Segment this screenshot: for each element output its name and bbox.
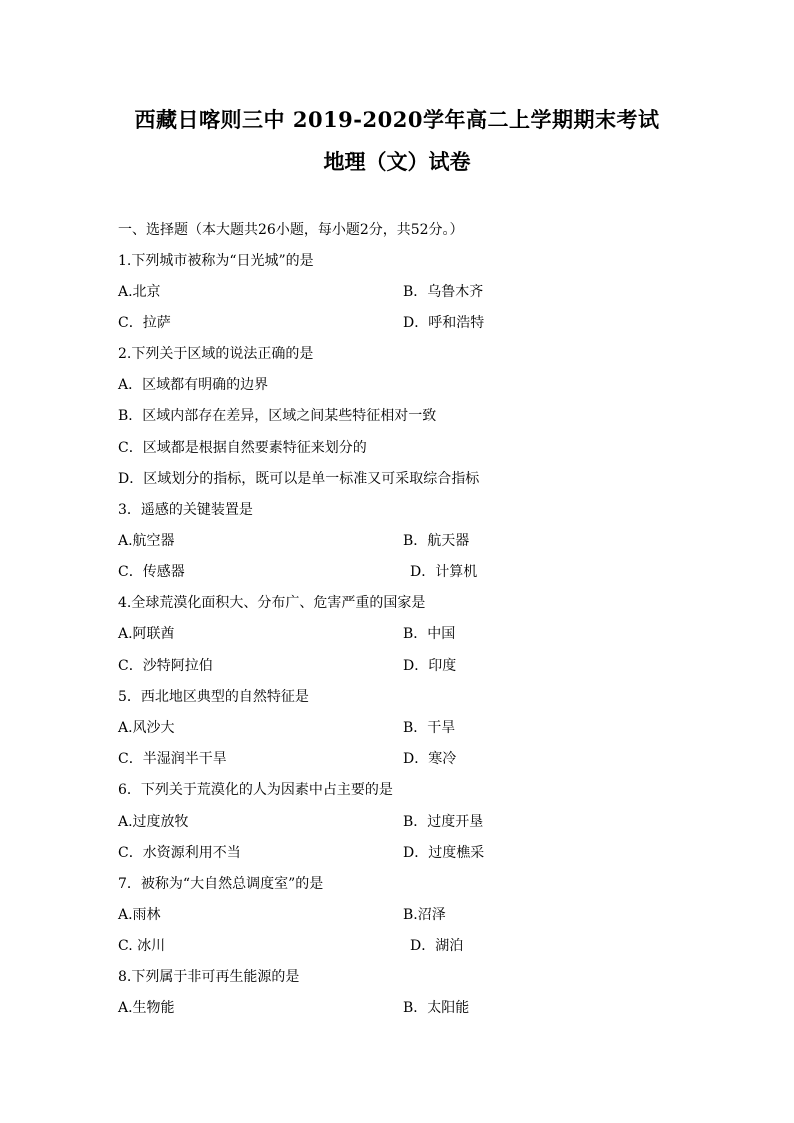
option-c: C．水资源利用不当 [118,845,241,861]
option-a: A.雨林 [118,907,161,923]
option-b: B．区域内部存在差异，区域之间某些特征相对一致 [118,408,437,424]
option-c: C．沙特阿拉伯 [118,658,213,674]
option-c: C．半湿润半干旱 [118,751,227,767]
option-b: B．乌鲁木齐 [403,284,484,300]
option-b: B．航天器 [403,533,470,549]
option-c: C．传感器 [118,564,185,580]
option-c: C．区域都是根据自然要素特征来划分的 [118,440,367,456]
option-b: B．中国 [403,626,456,642]
option-c: C．拉萨 [118,315,171,331]
question-stem: 1.下列城市被称为“日光城”的是 [118,253,314,269]
exam-title: 西藏日喀则三中 2019-2020学年高二上学期期末考试 [134,107,660,132]
exam-subtitle: 地理（文）试卷 [323,149,471,174]
option-a: A.风沙大 [118,720,175,736]
option-a: A.航空器 [118,533,175,549]
question-stem: 5．西北地区典型的自然特征是 [118,689,309,705]
question-stem: 2.下列关于区域的说法正确的是 [118,346,314,362]
option-b: B.沼泽 [403,907,446,923]
question-stem: 8.下列属于非可再生能源的是 [118,969,300,985]
option-a: A.阿联酋 [118,626,175,642]
option-d: D．呼和浩特 [403,315,485,331]
option-d: D．湖泊 [410,938,464,954]
question-stem: 3．遥感的关键装置是 [118,502,253,518]
option-d: D．印度 [403,658,457,674]
option-c: C. 冰川 [118,938,166,954]
question-stem: 7．被称为“大自然总调度室”的是 [118,876,324,892]
option-d: D．寒冷 [403,751,457,767]
option-b: B．太阳能 [403,1000,470,1016]
option-a: A.过度放牧 [118,814,189,830]
option-a: A.北京 [118,284,161,300]
section-heading: 一、选择题（本大题共26小题，每小题2分，共52分。） [118,222,464,238]
option-a: A.生物能 [118,1000,175,1016]
question-stem: 4.全球荒漠化面积大、分布广、危害严重的国家是 [118,595,426,611]
question-stem: 6．下列关于荒漠化的人为因素中占主要的是 [118,782,393,798]
option-b: B．过度开垦 [403,814,484,830]
option-d: D．计算机 [410,564,478,580]
option-d: D．过度樵采 [403,845,485,861]
option-a: A．区域都有明确的边界 [118,377,269,393]
option-d: D．区域划分的指标，既可以是单一标准又可采取综合指标 [118,471,480,487]
option-b: B．干旱 [403,720,456,736]
